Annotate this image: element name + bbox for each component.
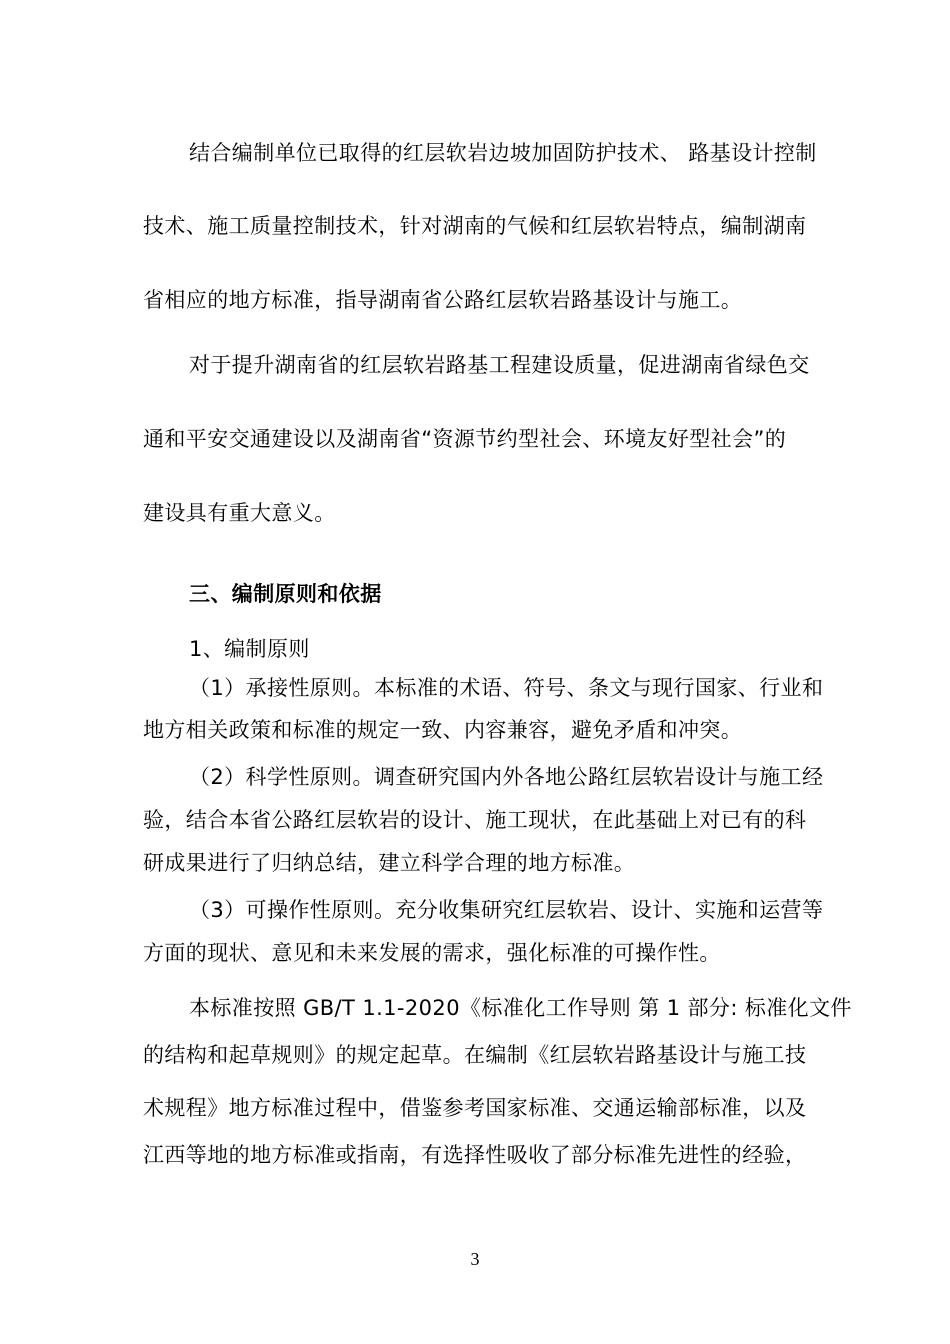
section-heading: 三、编制原则和依据 [189, 582, 382, 606]
text-line: 术规程》地方标准过程中，借鉴参考国家标准、交通运输部标准，以及 [143, 1096, 807, 1120]
subheading: 1、编制原则 [189, 637, 310, 661]
text-line: 建设具有重大意义。 [143, 501, 336, 525]
text-line: （1）承接性原则。本标准的术语、符号、条文与现行国家、行业和 [189, 676, 824, 700]
text-line: 对于提升湖南省的红层软岩路基工程建设质量，促进湖南省绿色交 [189, 353, 810, 377]
text-line: 通和平安交通建设以及湖南省“资源节约型社会、环境友好型社会”的 [143, 427, 787, 451]
text-line: 本标准按照 GB/T 1.1-2020《标准化工作导则 第 1 部分: 标准化文件 [189, 996, 852, 1020]
text-line: 地方相关政策和标准的规定一致、内容兼容，避免矛盾和冲突。 [143, 718, 743, 742]
text-line: 方面的现状、意见和未来发展的需求，强化标准的可操作性。 [143, 941, 721, 965]
text-line: 验，结合本省公路红层软岩的设计、施工现状，在此基础上对已有的科 [143, 808, 807, 832]
text-line: 技术、施工质量控制技术，针对湖南的气候和红层软岩特点，编制湖南 [143, 214, 807, 238]
text-line: （3）可操作性原则。充分收集研究红层软岩、设计、实施和运营等 [189, 898, 824, 922]
text-line: 结合编制单位已取得的红层软岩边坡加固防护技术、 路基设计控制 [189, 141, 817, 165]
text-line: 研成果进行了归纳总结，建立科学合理的地方标准。 [143, 851, 636, 875]
text-line: 省相应的地方标准，指导湖南省公路红层软岩路基设计与施工。 [143, 288, 743, 312]
text-line: 的结构和起草规则》的规定起草。在编制《红层软岩路基设计与施工技 [143, 1043, 807, 1067]
page-number: 3 [470, 1249, 480, 1269]
text-line: （2）科学性原则。调查研究国内外各地公路红层软岩设计与施工经 [189, 765, 824, 789]
text-line: 江西等地的地方标准或指南，有选择性吸收了部分标准先进性的经验， [143, 1143, 807, 1167]
